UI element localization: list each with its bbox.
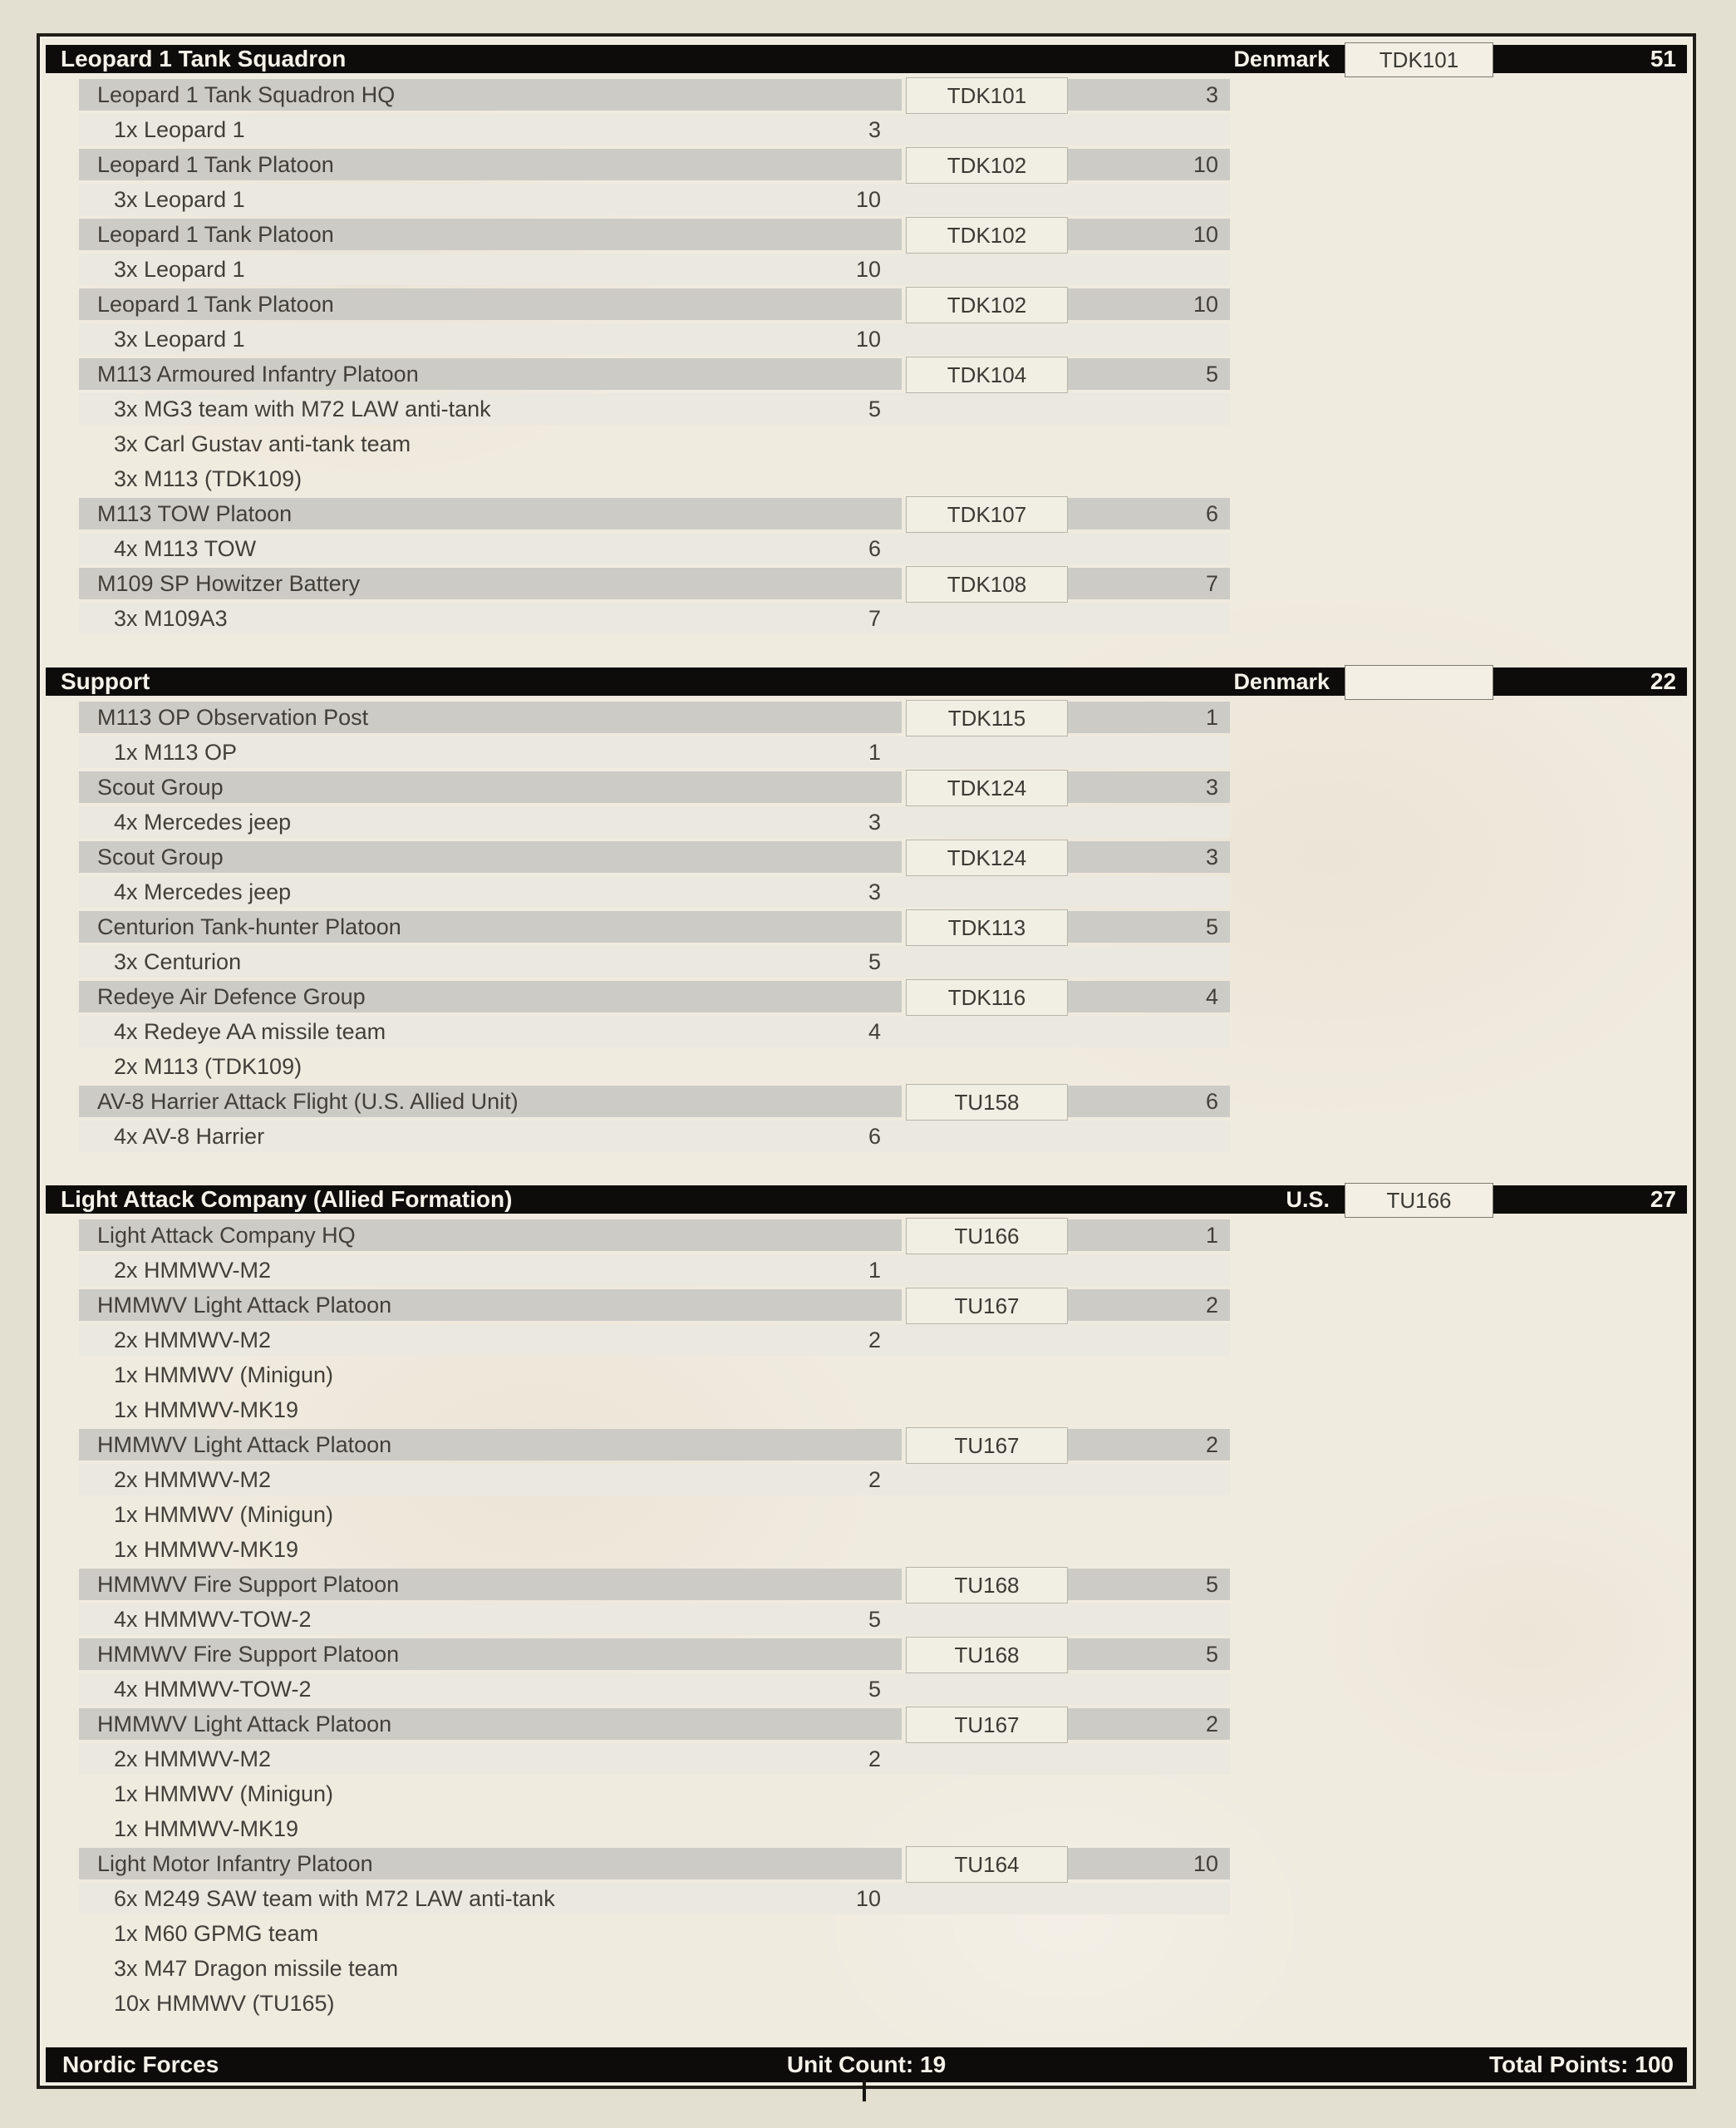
page-cut-mark: [863, 2080, 866, 2101]
item-text: 2x HMMWV-M2: [114, 1258, 271, 1283]
unit-points-box: 2: [1068, 1429, 1230, 1461]
unit-name-bar: Scout Group: [79, 771, 902, 803]
unit-row: [46, 288, 1687, 323]
item-points: 1: [868, 1258, 881, 1283]
unit-count-label: Unit Count: 19: [786, 2052, 947, 2077]
item-row: [46, 1743, 1687, 1778]
item-points: 5: [868, 949, 881, 974]
unit-name-bar: Leopard 1 Tank Platoon: [79, 219, 902, 250]
unit-points-box: 1: [1068, 702, 1230, 733]
unit-row: [46, 1219, 1687, 1254]
formation-name: Light Attack Company (Allied Formation): [61, 1186, 513, 1212]
item-row: [46, 1953, 1687, 1988]
unit-points-box: 7: [1068, 568, 1230, 599]
item-text: 4x HMMWV-TOW-2: [114, 1607, 312, 1632]
unit-name-bar: Leopard 1 Tank Platoon: [79, 149, 902, 180]
unit-name-bar: M113 TOW Platoon: [79, 498, 902, 530]
item-points: 2: [868, 1467, 881, 1492]
item-text: 2x HMMWV-M2: [114, 1746, 271, 1771]
formation-name: Support: [61, 668, 150, 694]
unit-row: [46, 771, 1687, 806]
formation-header: [46, 1185, 1687, 1214]
item-text: 4x HMMWV-TOW-2: [114, 1677, 312, 1702]
item-text: 1x HMMWV (Minigun): [114, 1781, 334, 1806]
item-row: [46, 1016, 1687, 1051]
unit-row: [46, 568, 1687, 603]
formation-points: 22: [1650, 668, 1676, 694]
unit-id-box: TDK124: [906, 770, 1068, 806]
item-text: 3x Leopard 1: [114, 327, 245, 352]
unit-id-box: TDK101: [906, 77, 1068, 114]
item-row: [46, 393, 1687, 428]
unit-row: [46, 1848, 1687, 1883]
unit-row: [46, 911, 1687, 946]
item-text: 3x Leopard 1: [114, 187, 245, 212]
unit-points-box: 1: [1068, 1219, 1230, 1251]
item-row: [46, 1324, 1687, 1359]
item-text: 1x M60 GPMG team: [114, 1921, 319, 1946]
nationality-label: Denmark: [1233, 669, 1330, 694]
item-text: 6x M249 SAW team with M72 LAW anti-tank: [114, 1886, 555, 1911]
item-points: 5: [868, 1677, 881, 1702]
unit-points-box: 2: [1068, 1708, 1230, 1740]
item-points: 6: [868, 1124, 881, 1149]
item-text: 2x HMMWV-M2: [114, 1328, 271, 1352]
item-band: [79, 254, 1230, 285]
item-text: 1x HMMWV (Minigun): [114, 1362, 334, 1387]
unit-row: [46, 358, 1687, 393]
unit-row: [46, 149, 1687, 184]
unit-id-box: TDK102: [906, 287, 1068, 323]
item-points: 3: [868, 879, 881, 904]
unit-id-box: TU164: [906, 1846, 1068, 1883]
item-text: 3x Carl Gustav anti-tank team: [114, 431, 411, 456]
item-text: 4x Mercedes jeep: [114, 810, 292, 835]
item-points: 6: [868, 536, 881, 561]
unit-id-box: TDK102: [906, 147, 1068, 184]
item-row: [46, 1254, 1687, 1289]
unit-id-box: TDK115: [906, 700, 1068, 736]
item-text: 1x HMMWV-MK19: [114, 1397, 299, 1422]
unit-row: [46, 1638, 1687, 1673]
unit-name-bar: HMMWV Fire Support Platoon: [79, 1638, 902, 1670]
unit-points-box: 10: [1068, 219, 1230, 250]
item-row: [46, 1673, 1687, 1708]
unit-points-box: 10: [1068, 149, 1230, 180]
formations: [46, 45, 1687, 2022]
unit-rows: [46, 702, 1687, 1155]
item-band: [79, 736, 1230, 768]
item-band: [79, 946, 1230, 978]
item-row: [46, 184, 1687, 219]
unit-name-bar: Centurion Tank-hunter Platoon: [79, 911, 902, 943]
item-row: [46, 463, 1687, 498]
unit-points-box: 5: [1068, 1638, 1230, 1670]
item-text: 3x Centurion: [114, 949, 242, 974]
item-text: 1x HMMWV-MK19: [114, 1537, 299, 1562]
unit-points-box: 3: [1068, 841, 1230, 873]
unit-name-bar: Leopard 1 Tank Squadron HQ: [79, 79, 902, 111]
item-text: 4x Redeye AA missile team: [114, 1019, 386, 1044]
unit-id-box: TU167: [906, 1707, 1068, 1743]
unit-row: [46, 79, 1687, 114]
item-text: 2x M113 (TDK109): [114, 1054, 302, 1079]
nationality-label: Denmark: [1233, 47, 1330, 71]
item-row: [46, 533, 1687, 568]
unit-id-box: TDK104: [906, 357, 1068, 393]
formation-name: Leopard 1 Tank Squadron: [61, 46, 347, 71]
item-points: 2: [868, 1746, 881, 1771]
item-row: [46, 1534, 1687, 1569]
item-text: 10x HMMWV (TU165): [114, 1991, 335, 2016]
unit-name-bar: M113 OP Observation Post: [79, 702, 902, 733]
unit-points-box: 3: [1068, 79, 1230, 111]
item-points: 10: [855, 187, 881, 212]
unit-rows: [46, 1219, 1687, 2022]
item-text: 1x HMMWV-MK19: [114, 1816, 299, 1841]
formation-header: [46, 45, 1687, 73]
item-row: [46, 323, 1687, 358]
unit-points-box: 5: [1068, 1569, 1230, 1600]
item-row: [46, 1394, 1687, 1429]
unit-id-box: TDK107: [906, 496, 1068, 533]
formation-points: 27: [1650, 1186, 1676, 1212]
item-row: [46, 736, 1687, 771]
unit-points-box: 6: [1068, 498, 1230, 530]
formation-header: [46, 667, 1687, 696]
item-row: [46, 1778, 1687, 1813]
formation-section: [46, 1185, 1687, 2022]
item-row: [46, 1121, 1687, 1155]
item-points: 5: [868, 397, 881, 421]
unit-points-box: 6: [1068, 1086, 1230, 1117]
nationality-label: U.S.: [1286, 1187, 1330, 1212]
unit-row: [46, 1569, 1687, 1603]
army-list-page: [37, 33, 1696, 2089]
unit-points-box: 5: [1068, 358, 1230, 390]
item-row: [46, 806, 1687, 841]
item-points: 5: [868, 1607, 881, 1632]
formation-id-box: TDK101: [1345, 42, 1493, 77]
item-row: [46, 1359, 1687, 1394]
unit-points-box: 5: [1068, 911, 1230, 943]
item-text: 3x M109A3: [114, 606, 228, 631]
formation-section: [46, 667, 1687, 1155]
item-row: [46, 1883, 1687, 1918]
item-row: [46, 946, 1687, 981]
item-points: 10: [855, 1886, 881, 1911]
formation-id-box: [1345, 665, 1493, 700]
unit-points-box: 10: [1068, 288, 1230, 320]
formation-id-box: TU166: [1345, 1183, 1493, 1218]
item-text: 3x MG3 team with M72 LAW anti-tank: [114, 397, 491, 421]
unit-row: [46, 1289, 1687, 1324]
unit-row: [46, 1708, 1687, 1743]
item-points: 10: [855, 257, 881, 282]
unit-row: [46, 981, 1687, 1016]
item-row: [46, 1051, 1687, 1086]
unit-points-box: 3: [1068, 771, 1230, 803]
summary-footer-bar: [46, 2047, 1687, 2082]
unit-points-box: 10: [1068, 1848, 1230, 1879]
item-text: 3x M113 (TDK109): [114, 466, 302, 491]
unit-name-bar: M113 Armoured Infantry Platoon: [79, 358, 902, 390]
unit-id-box: TU166: [906, 1218, 1068, 1254]
item-text: 4x M113 TOW: [114, 536, 257, 561]
army-name: Nordic Forces: [62, 2052, 219, 2077]
unit-points-box: 2: [1068, 1289, 1230, 1321]
unit-name-bar: Leopard 1 Tank Platoon: [79, 288, 902, 320]
item-text: 1x HMMWV (Minigun): [114, 1502, 334, 1527]
item-band: [79, 184, 1230, 215]
item-row: [46, 1499, 1687, 1534]
unit-name-bar: HMMWV Light Attack Platoon: [79, 1708, 902, 1740]
item-points: 1: [868, 740, 881, 765]
item-text: 4x Mercedes jeep: [114, 879, 292, 904]
item-row: [46, 1464, 1687, 1499]
item-row: [46, 428, 1687, 463]
item-text: 4x AV-8 Harrier: [114, 1124, 265, 1149]
unit-name-bar: HMMWV Fire Support Platoon: [79, 1569, 902, 1600]
item-points: 4: [868, 1019, 881, 1044]
unit-id-box: TU158: [906, 1084, 1068, 1121]
item-points: 7: [868, 606, 881, 631]
unit-row: [46, 219, 1687, 254]
item-row: [46, 1988, 1687, 2022]
item-row: [46, 876, 1687, 911]
item-row: [46, 1918, 1687, 1953]
unit-row: [46, 841, 1687, 876]
item-row: [46, 1603, 1687, 1638]
item-band: [79, 323, 1230, 355]
unit-id-box: TDK116: [906, 979, 1068, 1016]
unit-name-bar: Redeye Air Defence Group: [79, 981, 902, 1012]
item-text: 1x M113 OP: [114, 740, 238, 765]
unit-id-box: TU167: [906, 1427, 1068, 1464]
item-row: [46, 254, 1687, 288]
item-band: [79, 114, 1230, 145]
formation-section: [46, 45, 1687, 638]
unit-id-box: TU168: [906, 1637, 1068, 1673]
item-row: [46, 603, 1687, 638]
item-text: 1x Leopard 1: [114, 117, 245, 142]
item-row: [46, 1813, 1687, 1848]
item-text: 2x HMMWV-M2: [114, 1467, 271, 1492]
unit-id-box: TDK124: [906, 840, 1068, 876]
unit-id-box: TDK113: [906, 909, 1068, 946]
unit-name-bar: Light Attack Company HQ: [79, 1219, 902, 1251]
unit-id-box: TDK108: [906, 566, 1068, 603]
item-points: 2: [868, 1328, 881, 1352]
unit-row: [46, 702, 1687, 736]
formation-points: 51: [1650, 46, 1676, 71]
unit-id-box: TU167: [906, 1288, 1068, 1324]
item-text: 3x M47 Dragon missile team: [114, 1956, 399, 1981]
unit-name-bar: Light Motor Infantry Platoon: [79, 1848, 902, 1879]
item-row: [46, 114, 1687, 149]
unit-rows: [46, 79, 1687, 638]
unit-name-bar: HMMWV Light Attack Platoon: [79, 1289, 902, 1321]
unit-id-box: TU168: [906, 1567, 1068, 1603]
unit-name-bar: AV-8 Harrier Attack Flight (U.S. Allied Unit): [79, 1086, 902, 1117]
unit-row: [46, 1086, 1687, 1121]
unit-name-bar: M109 SP Howitzer Battery: [79, 568, 902, 599]
unit-id-box: TDK102: [906, 217, 1068, 254]
item-points: 3: [868, 117, 881, 142]
total-points-label: Total Points: 100: [1489, 2052, 1674, 2077]
unit-name-bar: Scout Group: [79, 841, 902, 873]
unit-row: [46, 498, 1687, 533]
item-text: 3x Leopard 1: [114, 257, 245, 282]
unit-points-box: 4: [1068, 981, 1230, 1012]
unit-row: [46, 1429, 1687, 1464]
unit-name-bar: HMMWV Light Attack Platoon: [79, 1429, 902, 1461]
item-band: [79, 603, 1230, 634]
item-points: 10: [855, 327, 881, 352]
item-points: 3: [868, 810, 881, 835]
